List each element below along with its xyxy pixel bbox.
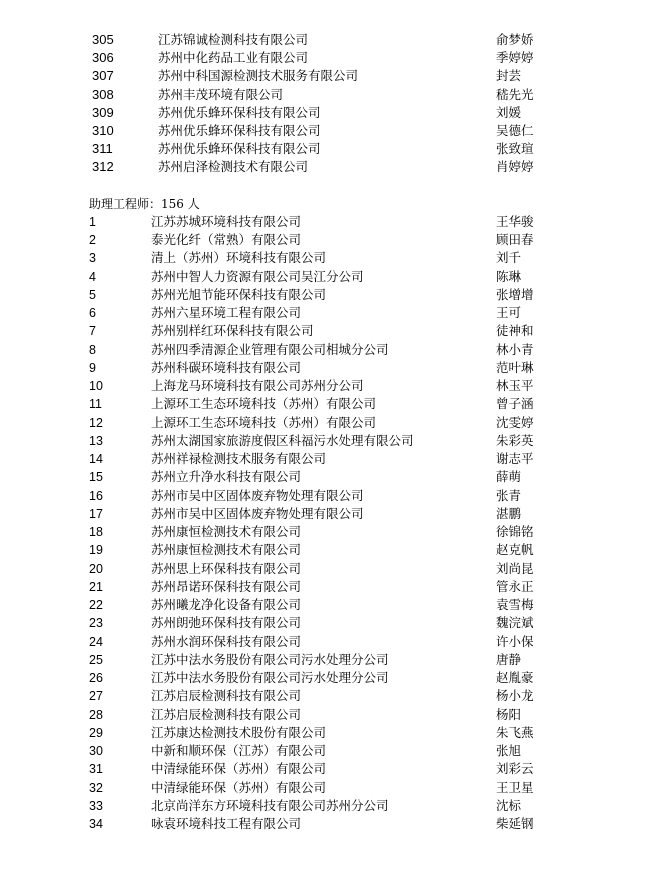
person-name: 刘千	[496, 250, 522, 265]
row-number: 19	[89, 543, 103, 557]
row-number: 34	[89, 817, 103, 831]
company-name: 中清绿能环保（苏州）有限公司	[151, 761, 327, 776]
table-row	[0, 359, 650, 377]
company-name: 苏州康恒检测技术有限公司	[151, 542, 302, 557]
person-name: 朱飞燕	[496, 725, 534, 740]
table-row	[0, 49, 650, 67]
person-name: 范叶琳	[496, 360, 534, 375]
person-name: 陈琳	[496, 269, 522, 284]
table-row	[0, 140, 650, 158]
table-row	[0, 523, 650, 541]
row-number: 20	[89, 562, 103, 576]
person-name: 管永正	[496, 579, 534, 594]
table-row	[0, 541, 650, 559]
table-row	[0, 213, 650, 231]
person-name: 赵克帆	[496, 542, 534, 557]
table-row	[0, 104, 650, 122]
company-name: 苏州科碳环境科技有限公司	[151, 360, 302, 375]
person-name: 顾田春	[496, 232, 534, 247]
company-name: 苏州市吴中区固体废弃物处理有限公司	[151, 506, 364, 521]
table-row	[0, 377, 650, 395]
person-name: 许小保	[496, 634, 534, 649]
company-name: 上源环工生态环境科技（苏州）有限公司	[151, 396, 377, 411]
company-name: 苏州优乐蜂环保科技有限公司	[158, 123, 321, 138]
table-row	[0, 249, 650, 267]
row-number: 32	[89, 781, 103, 795]
person-name: 曾子涵	[496, 396, 534, 411]
company-name: 苏州光旭节能环保科技有限公司	[151, 287, 327, 302]
table-row	[0, 322, 650, 340]
row-number: 310	[92, 123, 114, 138]
person-name: 季婷婷	[496, 50, 534, 65]
row-number: 308	[92, 87, 114, 102]
table-row	[0, 231, 650, 249]
person-name: 林小青	[496, 342, 534, 357]
company-name: 咏袁环境科技工程有限公司	[151, 816, 302, 831]
table-row	[0, 122, 650, 140]
row-number: 21	[89, 580, 103, 594]
row-number: 15	[89, 470, 103, 484]
row-number: 14	[89, 452, 103, 466]
person-name: 柴延钢	[496, 816, 534, 831]
company-name: 苏州四季清源企业管理有限公司相城分公司	[151, 342, 389, 357]
section-heading-assistant-engineer: 助理工程师：156 人	[89, 197, 200, 211]
company-name: 北京尚洋东方环境科技有限公司苏州分公司	[151, 798, 389, 813]
company-name: 上海龙马环境科技有限公司苏州分公司	[151, 378, 364, 393]
company-name: 苏州丰茂环境有限公司	[158, 87, 284, 102]
table-row	[0, 86, 650, 104]
row-number: 13	[89, 434, 103, 448]
row-number: 311	[92, 141, 113, 156]
company-name: 泰光化纤（常熟）有限公司	[151, 232, 302, 247]
company-name: 苏州祥禄检测技术服务有限公司	[151, 451, 327, 466]
row-number: 312	[92, 159, 114, 174]
company-name: 中清绿能环保（苏州）有限公司	[151, 780, 327, 795]
company-name: 苏州立升净水科技有限公司	[151, 469, 302, 484]
row-number: 3	[89, 251, 96, 265]
row-number: 6	[89, 306, 96, 320]
table-row	[0, 432, 650, 450]
table-row	[0, 687, 650, 705]
company-name: 苏州六星环境工程有限公司	[151, 305, 302, 320]
row-number: 12	[89, 416, 103, 430]
company-name: 苏州太湖国家旅游度假区科福污水处理有限公司	[151, 433, 414, 448]
person-name: 张青	[496, 488, 522, 503]
table-row	[0, 614, 650, 632]
company-name: 苏州水润环保科技有限公司	[151, 634, 302, 649]
company-name: 苏州别样红环保科技有限公司	[151, 323, 314, 338]
person-name: 林玉平	[496, 378, 534, 393]
row-number: 10	[89, 379, 103, 393]
table-row	[0, 487, 650, 505]
table-row	[0, 560, 650, 578]
table-row	[0, 158, 650, 176]
company-name: 苏州中化药品工业有限公司	[158, 50, 309, 65]
person-name: 沈标	[496, 798, 522, 813]
person-name: 沈雯婷	[496, 415, 534, 430]
person-name: 谢志平	[496, 451, 534, 466]
person-name: 俞梦娇	[496, 32, 534, 47]
person-name: 刘彩云	[496, 761, 534, 776]
row-number: 5	[89, 288, 96, 302]
person-name: 嵇先光	[496, 87, 534, 102]
table-row	[0, 815, 650, 833]
person-name: 魏浣斌	[496, 615, 534, 630]
person-name: 薛萌	[496, 469, 522, 484]
person-name: 王可	[496, 305, 522, 320]
row-number: 4	[89, 270, 96, 284]
company-name: 苏州优乐蜂环保科技有限公司	[158, 141, 321, 156]
table-row	[0, 779, 650, 797]
table-row	[0, 268, 650, 286]
row-number: 306	[92, 50, 114, 65]
row-number: 33	[89, 799, 103, 813]
company-name: 江苏中法水务股份有限公司污水处理分公司	[151, 652, 389, 667]
row-number: 1	[89, 215, 96, 229]
row-number: 24	[89, 635, 103, 649]
table-row	[0, 742, 650, 760]
company-name: 清上（苏州）环境科技有限公司	[151, 250, 327, 265]
person-name: 朱彩英	[496, 433, 534, 448]
table-row	[0, 67, 650, 85]
table-row	[0, 724, 650, 742]
table-row	[0, 395, 650, 413]
table-row	[0, 651, 650, 669]
row-number: 22	[89, 598, 103, 612]
row-number: 309	[92, 105, 114, 120]
company-name: 江苏启辰检测科技有限公司	[151, 688, 302, 703]
row-number: 31	[89, 762, 103, 776]
table-row	[0, 414, 650, 432]
company-name: 江苏启辰检测科技有限公司	[151, 707, 302, 722]
person-name: 唐静	[496, 652, 522, 667]
company-name: 江苏苏城环境科技有限公司	[151, 214, 302, 229]
row-number: 28	[89, 708, 103, 722]
row-number: 305	[92, 32, 114, 47]
person-name: 杨阳	[496, 707, 522, 722]
table-row	[0, 505, 650, 523]
row-number: 26	[89, 671, 103, 685]
row-number: 29	[89, 726, 103, 740]
person-name: 张增增	[496, 287, 534, 302]
person-name: 刘媛	[496, 105, 522, 120]
person-name: 湛鹏	[496, 506, 522, 521]
person-name: 张旭	[496, 743, 522, 758]
person-name: 刘尚昆	[496, 561, 534, 576]
table-row	[0, 797, 650, 815]
row-number: 307	[92, 68, 114, 83]
person-name: 吴德仁	[496, 123, 534, 138]
row-number: 27	[89, 689, 103, 703]
company-name: 苏州优乐蜂环保科技有限公司	[158, 105, 321, 120]
company-name: 苏州市吴中区固体废弃物处理有限公司	[151, 488, 364, 503]
table-row	[0, 706, 650, 724]
company-name: 苏州曦龙净化设备有限公司	[151, 597, 302, 612]
table-row	[0, 304, 650, 322]
row-number: 30	[89, 744, 103, 758]
company-name: 苏州昂诺环保科技有限公司	[151, 579, 302, 594]
table-row	[0, 596, 650, 614]
row-number: 17	[89, 507, 103, 521]
row-number: 25	[89, 653, 103, 667]
table-row	[0, 31, 650, 49]
row-number: 23	[89, 616, 103, 630]
company-name: 江苏康达检测技术股份有限公司	[151, 725, 327, 740]
person-name: 徐锦铭	[496, 524, 534, 539]
person-name: 王卫星	[496, 780, 534, 795]
row-number: 9	[89, 361, 96, 375]
company-name: 苏州启泽检测技术有限公司	[158, 159, 309, 174]
person-name: 袁雪梅	[496, 597, 534, 612]
table-row	[0, 341, 650, 359]
person-name: 王华骏	[496, 214, 534, 229]
person-name: 杨小龙	[496, 688, 534, 703]
row-number: 2	[89, 233, 96, 247]
company-name: 苏州中科国源检测技术服务有限公司	[158, 68, 359, 83]
row-number: 18	[89, 525, 103, 539]
company-name: 江苏中法水务股份有限公司污水处理分公司	[151, 670, 389, 685]
person-name: 徒神和	[496, 323, 534, 338]
row-number: 8	[89, 343, 96, 357]
person-name: 赵胤豪	[496, 670, 534, 685]
company-name: 苏州思上环保科技有限公司	[151, 561, 302, 576]
company-name: 苏州朗弛环保科技有限公司	[151, 615, 302, 630]
person-name: 封芸	[496, 68, 522, 83]
company-name: 江苏锦诚检测科技有限公司	[158, 32, 309, 47]
table-row	[0, 633, 650, 651]
table-row	[0, 468, 650, 486]
table-row	[0, 286, 650, 304]
company-name: 苏州中智人力资源有限公司吴江分公司	[151, 269, 364, 284]
row-number: 16	[89, 489, 103, 503]
row-number: 7	[89, 324, 96, 338]
table-row	[0, 578, 650, 596]
table-row	[0, 760, 650, 778]
person-name: 张致瑄	[496, 141, 534, 156]
table-row	[0, 450, 650, 468]
person-name: 肖婷婷	[496, 159, 534, 174]
company-name: 上源环工生态环境科技（苏州）有限公司	[151, 415, 377, 430]
row-number: 11	[89, 397, 102, 411]
table-row	[0, 669, 650, 687]
company-name: 中新和顺环保（江苏）有限公司	[151, 743, 327, 758]
company-name: 苏州康恒检测技术有限公司	[151, 524, 302, 539]
